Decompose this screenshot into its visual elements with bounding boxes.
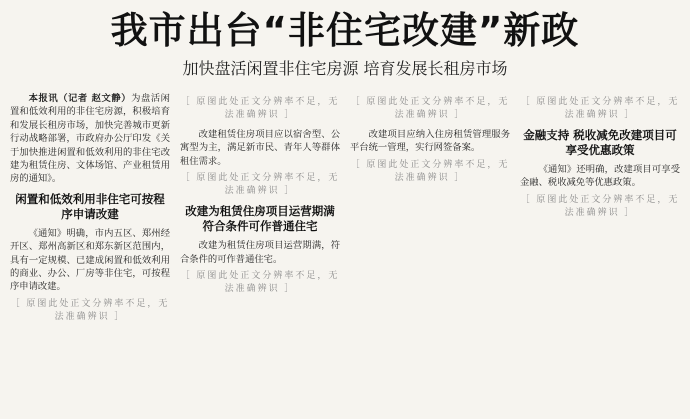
section-heading: 金融支持 税收减免改建项目可享受优惠政策 bbox=[523, 128, 677, 157]
body-paragraph: 本报讯（记者 赵文静）为盘活闲置和低效利用的非住宅房源，积极培育和发展长租房市场，加快完善城市更新行动战略部署，市政府办公厅印发《关于加快推进闲置和低效利用的非住宅改建为租赁住房、文体场馆、产业租赁用房的通知》。 bbox=[10, 93, 170, 185]
subheadline: 加快盘活闲置非住宅房源 培育发展长租房市场 bbox=[182, 59, 508, 78]
illegible-text-note: ［ 原图此处正文分辨率不足，无法准确辨识 ］ bbox=[520, 97, 680, 120]
illegible-text-note: ［ 原图此处正文分辨率不足，无法准确辨识 ］ bbox=[180, 97, 340, 120]
illegible-text-note: ［ 原图此处正文分辨率不足，无法准确辨识 ］ bbox=[350, 159, 510, 183]
illegible-text-note: ［ 原图此处正文分辨率不足，无法准确辨识 ］ bbox=[10, 298, 170, 322]
body-paragraph: 改建租赁住房项目应以宿舍型、公寓型为主，满足新市民、青年人等群体租住需求。 bbox=[180, 129, 340, 167]
article-column bbox=[520, 92, 680, 419]
body-paragraph: 改建项目应纳入住房租赁管理服务平台统一管理，实行网签备案。 bbox=[350, 129, 510, 154]
article-column bbox=[180, 92, 340, 419]
illegible-text-note: ［ 原图此处正文分辨率不足，无法准确辨识 ］ bbox=[350, 97, 510, 120]
article-body bbox=[10, 92, 680, 419]
illegible-text-note: ［ 原图此处正文分辨率不足，无法准确辨识 ］ bbox=[180, 173, 340, 197]
body-paragraph: 《通知》还明确，改建项目可享受金融、税收减免等优惠政策。 bbox=[520, 164, 680, 189]
section-heading: 改建为租赁住房项目运营期满符合条件可作普通住宅 bbox=[185, 204, 335, 234]
illegible-text-note: ［ 原图此处正文分辨率不足，无法准确辨识 ］ bbox=[180, 271, 340, 295]
byline: 本报讯（记者 赵文静） bbox=[28, 93, 132, 104]
body-paragraph: 《通知》明确，市内五区、郑州经开区、郑州高新区和郑东新区范围内，具有一定规模、已建成闲置和低效利用的商业、办公、厂房等非住宅，可按程序申请改建。 bbox=[10, 227, 170, 293]
article-column bbox=[350, 92, 510, 419]
illegible-text-note: ［ 原图此处正文分辨率不足，无法准确辨识 ］ bbox=[520, 194, 680, 218]
section-heading: 闲置和低效利用非住宅可按程序申请改建 bbox=[15, 191, 165, 221]
article-column bbox=[10, 92, 170, 419]
headline: 我市出台“非住宅改建”新政 bbox=[110, 9, 580, 52]
body-paragraph: 改建为租赁住房项目运营期满，符合条件的可作普通住宅。 bbox=[180, 240, 340, 265]
